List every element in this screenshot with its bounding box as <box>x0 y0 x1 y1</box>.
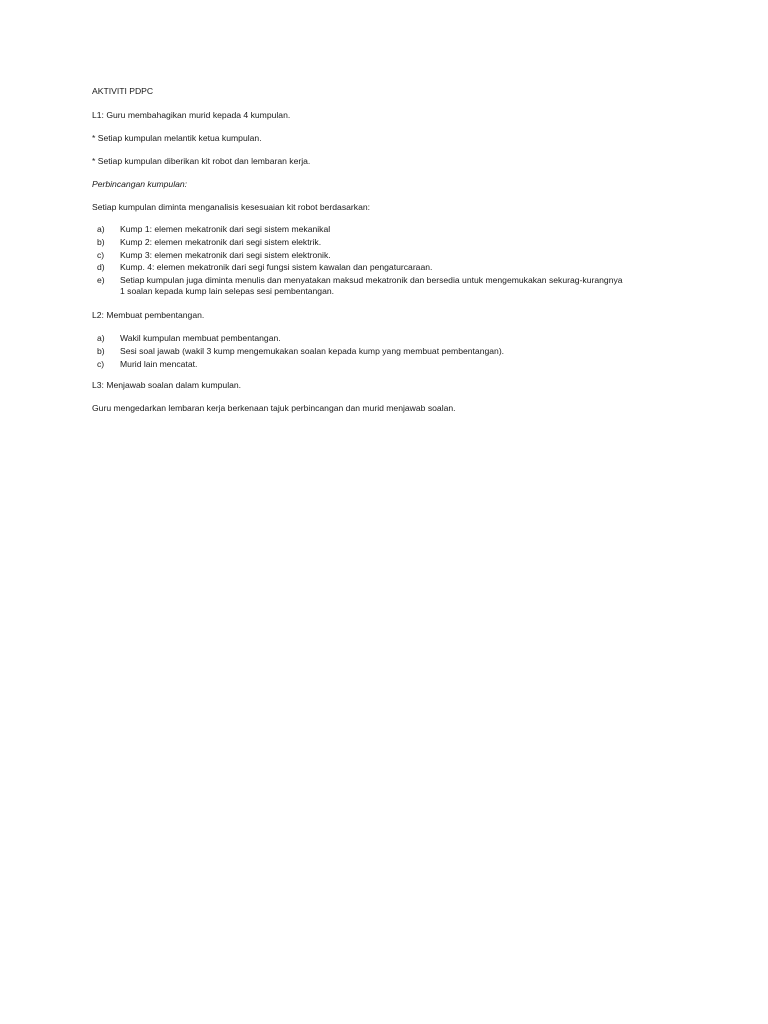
list-marker: c) <box>97 358 105 369</box>
list-item-text: Kump. 4: elemen mekatronik dari segi fungsi sistem kawalan dan pengaturcaraan. <box>120 262 433 273</box>
discussion-intro: Setiap kumpulan diminta menganalisis kesesuaian kit robot berdasarkan: <box>92 202 371 212</box>
bullet-kit: * Setiap kumpulan diberikan kit robot dan lembaran kerja. <box>92 156 311 166</box>
list-marker: c) <box>97 249 105 260</box>
bullet-leader: * Setiap kumpulan melantik ketua kumpulan. <box>92 133 262 143</box>
discussion-heading: Perbincangan kumpulan: <box>92 179 188 189</box>
list-marker: b) <box>97 236 105 247</box>
list-marker: b) <box>97 345 105 356</box>
list-marker: a) <box>97 333 105 343</box>
list-item-text: Setiap kumpulan juga diminta menulis dan menyatakan maksud mekatronik dan bersedia untuk mengemukakan sekurag-kurangnya <box>120 275 623 286</box>
list-marker: a) <box>97 224 105 234</box>
step-l1: L1: Guru membahagikan murid kepada 4 kumpulan. <box>92 110 291 120</box>
list-item-continuation: 1 soalan kepada kump lain selepas sesi pembentangan. <box>120 286 335 297</box>
document-title: AKTIVITI PDPC <box>92 86 154 96</box>
list-marker: d) <box>97 262 105 273</box>
step-l2: L2: Membuat pembentangan. <box>92 310 205 320</box>
list-item-text: Sesi soal jawab (wakil 3 kump mengemukakan soalan kepada kump yang membuat pembentangan). <box>120 345 505 356</box>
list-item-text: Kump 1: elemen mekatronik dari segi sistem mekanikal <box>120 224 331 234</box>
list-item-text: Kump 3: elemen mekatronik dari segi sistem elektronik. <box>120 249 331 260</box>
list-marker: e) <box>97 275 105 286</box>
closing-text: Guru mengedarkan lembaran kerja berkenaan tajuk perbincangan dan murid menjawab soalan. <box>92 403 456 413</box>
list-item-text: Kump 2: elemen mekatronik dari segi sistem elektrik. <box>120 236 322 247</box>
list-item-text: Wakil kumpulan membuat pembentangan. <box>120 333 281 343</box>
step-l3: L3: Menjawab soalan dalam kumpulan. <box>92 380 242 390</box>
list-item-text: Murid lain mencatat. <box>120 358 198 369</box>
